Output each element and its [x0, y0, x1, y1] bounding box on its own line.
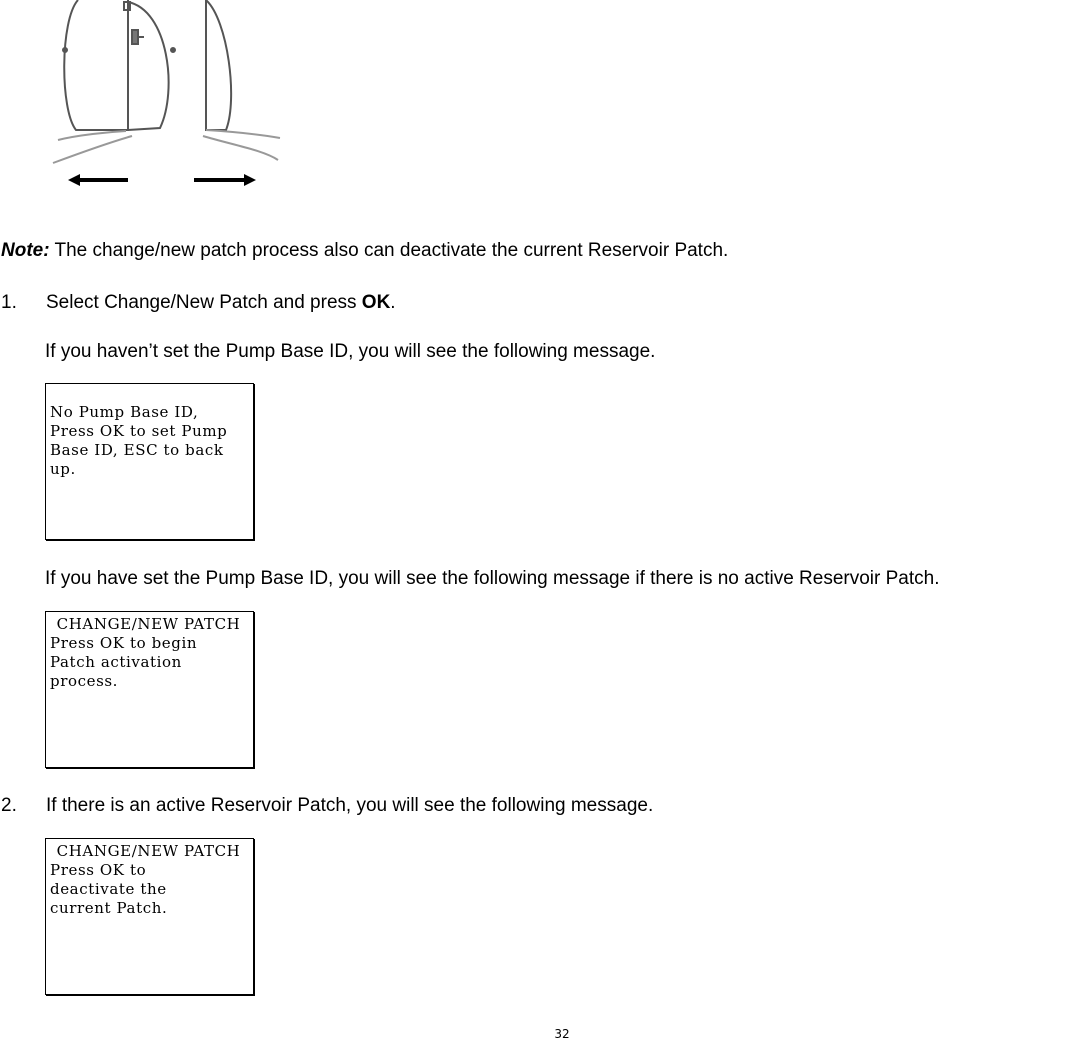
- step-1-number: 1.: [1, 292, 17, 313]
- screen-title: CHANGE/NEW PATCH: [56, 842, 241, 860]
- step-1-instruction: [46, 292, 396, 314]
- pump-screen-deactivate: [45, 838, 254, 995]
- screen-line: up.: [50, 460, 76, 478]
- note-label: Note:: [1, 240, 50, 261]
- screen-title: CHANGE/NEW PATCH: [56, 615, 241, 633]
- screen-line: current Patch.: [50, 899, 168, 917]
- page-number: 32: [554, 1027, 570, 1041]
- note-paragraph: [1, 240, 728, 262]
- step-1-text: Select Change/New Patch and press: [46, 292, 362, 313]
- screen-line: Patch activation: [50, 653, 182, 671]
- screen-line: Press OK to: [50, 861, 147, 879]
- step-1-period: .: [390, 292, 396, 313]
- screen-line: deactivate the: [50, 880, 167, 898]
- screen-line: No Pump Base ID,: [50, 403, 199, 421]
- note-text: The change/new patch process also can deactivate the current Reservoir Patch.: [49, 240, 729, 261]
- step-2-number: 2.: [1, 795, 17, 816]
- screen-line: process.: [50, 672, 119, 690]
- step-2-text: If there is an active Reservoir Patch, you will see the following message.: [46, 795, 654, 816]
- pump-screen-begin-activation: [45, 611, 254, 768]
- screen-line: Press OK to set Pump: [50, 422, 228, 440]
- ok-key-label: OK: [361, 292, 391, 313]
- info-with-pump-base-id: If you have set the Pump Base ID, you will see the following message if there is no active Reservoir Patch.: [45, 568, 940, 589]
- screen-line: Press OK to begin: [50, 634, 198, 652]
- pump-screen-no-base-id: [45, 383, 254, 540]
- info-no-pump-base-id: If you haven’t set the Pump Base ID, you will see the following message.: [45, 341, 656, 362]
- screen-line: Base ID, ESC to back: [50, 441, 224, 459]
- patch-separation-illustration: [48, 0, 288, 198]
